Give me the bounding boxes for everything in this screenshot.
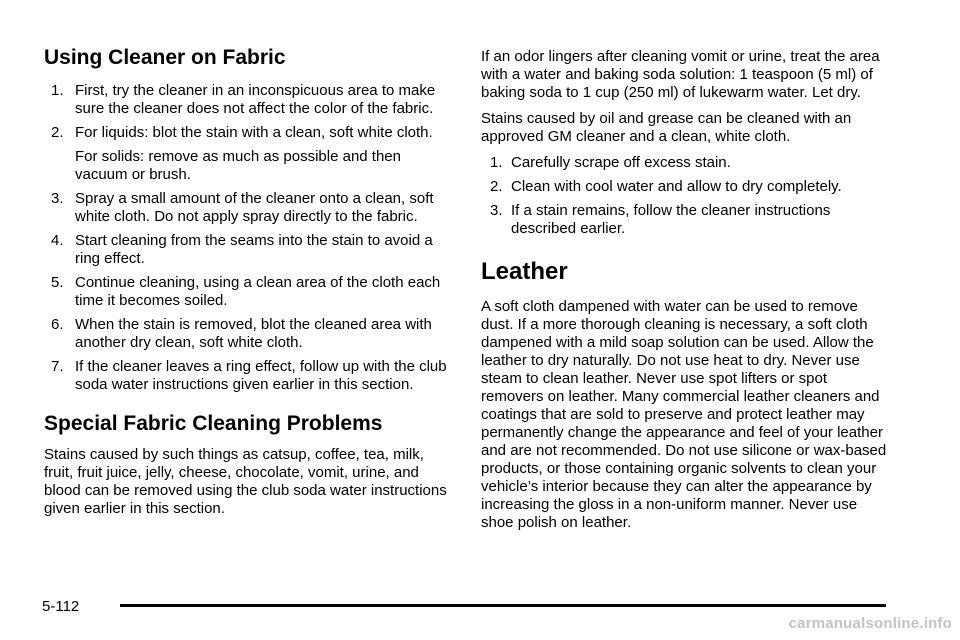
list-item — [44, 190, 454, 226]
step-number: 1. — [490, 154, 503, 171]
step-text: First, try the cleaner in an inconspicuous area to make sure the cleaner does not affect the color of the fabric. — [75, 82, 436, 117]
odor-paragraph: If an odor lingers after cleaning vomit or urine, treat the area with a water and baking soda solution: 1 teaspoon (5 ml) of baking soda to 1 cup (250 ml) of lukewarm water. Let dry. — [481, 48, 880, 101]
list-item — [481, 178, 891, 196]
step-number: 2. — [51, 124, 64, 141]
oil-steps-list — [481, 154, 891, 238]
list-item — [481, 154, 891, 172]
step-text: For liquids: blot the stain with a clean, soft white cloth. — [75, 124, 433, 141]
step-number: 2. — [490, 178, 503, 195]
solids-note: For solids: remove as much as possible and then vacuum or brush. — [75, 148, 401, 183]
fabric-steps-list — [44, 82, 454, 394]
section-heading-special: Special Fabric Cleaning Problems — [44, 412, 383, 435]
leather-body-text: A soft cloth dampened with water can be used to remove dust. If a more thorough cleaning is necessary, a soft cloth dampened with a mild soap solution can be used. Allow the leather to dry naturally. Do not use heat to dry. Never use steam to clean leather. Never use spot lifters or spot removers on leather. Many commercial leather cleaners and coatings that are sold to preserve and protect leather may permanently change the appearance and feel of your leather and are not recommended. Do not use silicone or wax-based products, or those containing organic solvents to clean your vehicle’s interior because they can alter the appearance by increasing the gloss in a non-uniform manner. Never use shoe polish on leather. — [481, 298, 887, 531]
left-column — [44, 44, 454, 518]
list-item — [481, 202, 891, 238]
step-number: 5. — [51, 274, 64, 291]
step-text: Clean with cool water and allow to dry completely. — [511, 178, 842, 195]
list-item — [44, 358, 454, 394]
list-item — [44, 124, 454, 142]
step-text: Carefully scrape off excess stain. — [511, 154, 731, 171]
right-column — [481, 48, 891, 532]
step-text: If a stain remains, follow the cleaner instructions described earlier. — [511, 202, 831, 237]
list-item — [44, 316, 454, 352]
step-number: 3. — [490, 202, 503, 219]
list-item — [44, 232, 454, 268]
footer-rule — [120, 604, 886, 607]
list-item — [44, 274, 454, 310]
step-text: Continue cleaning, using a clean area of the cloth each time it becomes soiled. — [75, 274, 441, 309]
section-heading-fabric: Using Cleaner on Fabric — [44, 46, 286, 69]
special-body-text: Stains caused by such things as catsup, coffee, tea, milk, fruit, fruit juice, jelly, cheese, chocolate, vomit, urine, and blood can be removed using the club soda water instructions given earlier in this section. — [44, 446, 447, 517]
oil-paragraph: Stains caused by oil and grease can be cleaned with an approved GM cleaner and a clean, white cloth. — [481, 110, 852, 145]
step-number: 1. — [51, 82, 64, 99]
step-text: When the stain is removed, blot the cleaned area with another dry clean, soft white cloth. — [75, 316, 432, 351]
step-number: 7. — [51, 358, 64, 375]
step-text: If the cleaner leaves a ring effect, follow up with the club soda water instructions given earlier in this section. — [75, 358, 447, 393]
section-heading-leather: Leather — [481, 258, 568, 285]
page-number: 5-112 — [42, 598, 80, 615]
step-number: 4. — [51, 232, 64, 249]
list-item — [44, 82, 454, 118]
step-number: 3. — [51, 190, 64, 207]
step-text: Start cleaning from the seams into the stain to avoid a ring effect. — [75, 232, 433, 267]
step-number: 6. — [51, 316, 64, 333]
watermark-text: carmanualsonline.info — [788, 615, 952, 632]
step-text: Spray a small amount of the cleaner onto a clean, soft white cloth. Do not apply spray directly to the fabric. — [75, 190, 434, 225]
